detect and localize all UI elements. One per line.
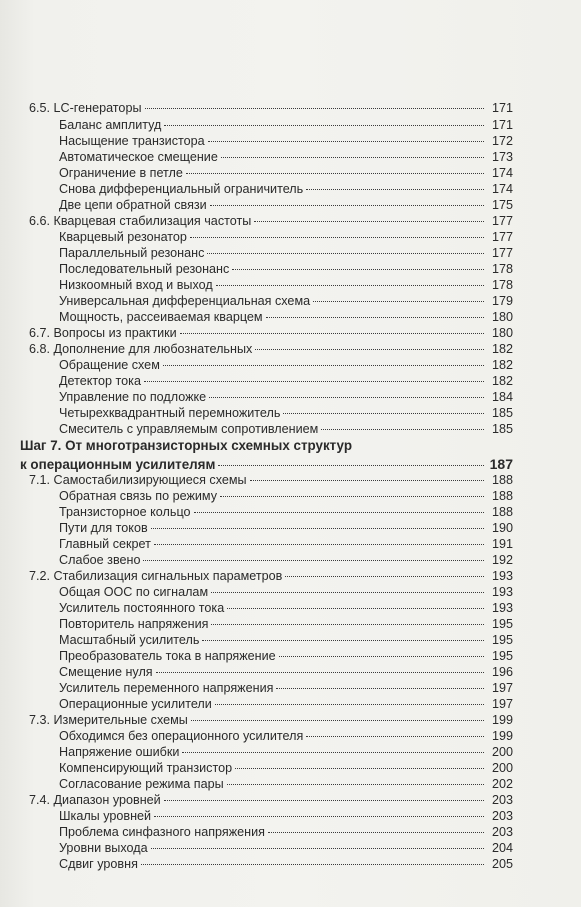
toc-subsection-entry: [59, 389, 513, 405]
toc-page-number: 187: [489, 456, 513, 472]
toc-page-number: 196: [491, 665, 513, 679]
toc-page-number: 200: [491, 745, 513, 759]
toc-dot-leader: [313, 301, 484, 302]
toc-subsection-entry: [59, 776, 513, 792]
toc-dot-leader: [266, 317, 484, 318]
toc-subsection-entry: [59, 181, 513, 197]
toc-dot-leader: [154, 816, 484, 817]
toc-subsection-entry: [59, 536, 513, 552]
toc-page-number: 191: [491, 537, 513, 551]
toc-subsection-entry: [59, 600, 513, 616]
toc-page-number: 182: [491, 358, 513, 372]
toc-page-number: 184: [491, 390, 513, 404]
toc-entry-title: 6.7. Вопросы из практики: [29, 326, 177, 340]
toc-page-number: 188: [491, 473, 513, 487]
toc-page-number: 190: [491, 521, 513, 535]
toc-entry-title: Сдвиг уровня: [59, 857, 138, 871]
toc-page-number: 193: [491, 585, 513, 599]
toc-entry-title: Усилитель постоянного тока: [59, 601, 225, 615]
toc-page-number: 188: [491, 489, 513, 503]
toc-dot-leader: [182, 752, 484, 753]
toc-dot-leader: [194, 512, 484, 513]
toc-dot-leader: [145, 108, 485, 109]
toc-page-number: 195: [491, 617, 513, 631]
toc-subsection-entry: [59, 405, 513, 421]
toc-section-entry: [29, 341, 513, 357]
toc-subsection-entry: [59, 357, 513, 373]
toc-page-number: 197: [491, 681, 513, 695]
toc-entry-title: Слабое звено: [59, 553, 141, 567]
toc-subsection-entry: [59, 760, 513, 776]
toc-entry-title: 6.5. LC-генераторы: [29, 101, 142, 115]
toc-subsection-entry: [59, 421, 513, 437]
toc-entry-title: Четырехквадрантный перемножитель: [59, 406, 281, 420]
toc-subsection-entry: [59, 229, 513, 245]
toc-entry-title: Низкоомный вход и выход: [59, 278, 213, 292]
toc-page-number: 195: [491, 633, 513, 647]
toc-page-number: 197: [491, 697, 513, 711]
toc-entry-title: Напряжение ошибки: [59, 745, 180, 759]
toc-page-number: 175: [491, 198, 513, 212]
toc-entry-title: Баланс амплитуд: [59, 118, 162, 132]
toc-dot-leader: [250, 480, 484, 481]
toc-entry-title: Смещение нуля: [59, 665, 153, 679]
toc-page-number: 202: [491, 777, 513, 791]
toc-entry-title: Усилитель переменного напряжения: [59, 681, 274, 695]
toc-dot-leader: [207, 253, 484, 254]
toc-entry-title: Последовательный резонанс: [59, 262, 230, 276]
toc-dot-leader: [154, 544, 484, 545]
toc-subsection-entry: [59, 165, 513, 181]
toc-subsection-entry: [59, 680, 513, 696]
toc-entry-title: Обратная связь по режиму: [59, 489, 218, 503]
toc-subsection-entry: [59, 277, 513, 293]
toc-entry-title: Обходимся без операционного усилителя: [59, 729, 304, 743]
toc-page-number: 171: [491, 101, 513, 115]
toc-page-number: 182: [491, 374, 513, 388]
toc-entry-title: Пути для токов: [59, 521, 148, 535]
toc-page-number: 172: [491, 134, 513, 148]
toc-subsection-entry: [59, 552, 513, 568]
toc-entry-title: Масштабный усилитель: [59, 633, 200, 647]
toc-entry-title: Транзисторное кольцо: [59, 505, 191, 519]
toc-page-number: 193: [491, 569, 513, 583]
toc-section-entry: [29, 792, 513, 808]
toc-page-number: 200: [491, 761, 513, 775]
toc-page-number: 177: [491, 246, 513, 260]
toc-entry-title: Шаг 7. От многотранзисторных схемных структур: [20, 438, 352, 453]
toc-dot-leader: [164, 125, 484, 126]
toc-entry-title: Согласование режима пары: [59, 777, 224, 791]
toc-dot-leader: [163, 365, 484, 366]
toc-dot-leader: [216, 285, 484, 286]
toc-page-number: 178: [491, 278, 513, 292]
toc-section-entry: [29, 100, 513, 116]
toc-subsection-entry: [59, 117, 513, 133]
toc-entry-title: Мощность, рассеиваемая кварцем: [59, 310, 263, 324]
toc-dot-leader: [276, 688, 484, 689]
toc-subsection-entry: [59, 504, 513, 520]
toc-entry-title: Обращение схем: [59, 358, 160, 372]
toc-entry-title: Кварцевый резонатор: [59, 230, 187, 244]
toc-entry-title: Компенсирующий транзистор: [59, 761, 233, 775]
toc-dot-leader: [208, 141, 484, 142]
toc-entry-title: Ограничение в петле: [59, 166, 183, 180]
toc-page-number: 188: [491, 505, 513, 519]
toc-dot-leader: [306, 736, 484, 737]
toc-page-number: 195: [491, 649, 513, 663]
toc-subsection-entry: [59, 261, 513, 277]
toc-dot-leader: [227, 608, 484, 609]
toc-dot-leader: [218, 465, 484, 466]
toc-dot-leader: [164, 800, 484, 801]
toc-dot-leader: [191, 720, 484, 721]
toc-dot-leader: [321, 429, 484, 430]
toc-page-number: 174: [491, 166, 513, 180]
toc-entry-title: Преобразователь тока в напряжение: [59, 649, 276, 663]
toc-dot-leader: [285, 576, 484, 577]
toc-subsection-entry: [59, 744, 513, 760]
toc-chapter-heading: [20, 456, 513, 473]
toc-subsection-entry: [59, 840, 513, 856]
toc-section-entry: [29, 213, 513, 229]
toc-entry-title: Снова дифференциальный ограничитель: [59, 182, 304, 196]
toc-entry-title: 7.3. Измерительные схемы: [29, 713, 188, 727]
toc-page-number: 171: [491, 118, 513, 132]
toc-dot-leader: [210, 205, 484, 206]
toc-page-number: 180: [491, 326, 513, 340]
toc-dot-leader: [180, 333, 484, 334]
toc-page-number: 203: [491, 809, 513, 823]
toc-subsection-entry: [59, 856, 513, 872]
toc-section-entry: [29, 325, 513, 341]
toc-dot-leader: [306, 189, 484, 190]
toc-page-number: 193: [491, 601, 513, 615]
toc-dot-leader: [190, 237, 484, 238]
toc-dot-leader: [268, 832, 484, 833]
toc-page-number: 185: [491, 422, 513, 436]
toc-dot-leader: [151, 528, 484, 529]
toc-dot-leader: [220, 496, 484, 497]
toc-chapter-heading: [20, 438, 513, 454]
toc-dot-leader: [227, 784, 484, 785]
toc-section-entry: [29, 712, 513, 728]
toc-dot-leader: [279, 656, 484, 657]
toc-dot-leader: [209, 397, 484, 398]
toc-entry-title: 6.8. Дополнение для любознательных: [29, 342, 253, 356]
toc-entry-title: Смеситель с управляемым сопротивлением: [59, 422, 319, 436]
toc-page-number: 204: [491, 841, 513, 855]
toc-entry-title: Общая ООС по сигналам: [59, 585, 209, 599]
toc-dot-leader: [143, 560, 484, 561]
toc-page-number: 185: [491, 406, 513, 420]
toc-page-number: 177: [491, 214, 513, 228]
toc-page-number: 203: [491, 825, 513, 839]
toc-dot-leader: [144, 381, 484, 382]
toc-entry-title: 7.2. Стабилизация сигнальных параметров: [29, 569, 283, 583]
toc-dot-leader: [283, 413, 484, 414]
toc-page-number: 180: [491, 310, 513, 324]
toc-dot-leader: [186, 173, 484, 174]
toc-subsection-entry: [59, 584, 513, 600]
toc-entry-title: Две цепи обратной связи: [59, 198, 207, 212]
toc-section-entry: [29, 568, 513, 584]
toc-entry-title: Уровни выхода: [59, 841, 148, 855]
toc-subsection-entry: [59, 309, 513, 325]
toc-entry-title: Универсальная дифференциальная схема: [59, 294, 311, 308]
toc-dot-leader: [215, 704, 484, 705]
toc-dot-leader: [211, 624, 484, 625]
toc-entry-title: Насыщение транзистора: [59, 134, 205, 148]
toc-page-number: 205: [491, 857, 513, 871]
toc-page-number: 182: [491, 342, 513, 356]
toc-entry-title: Повторитель напряжения: [59, 617, 209, 631]
toc-subsection-entry: [59, 133, 513, 149]
toc-subsection-entry: [59, 728, 513, 744]
toc-page-number: 173: [491, 150, 513, 164]
toc-page-number: 192: [491, 553, 513, 567]
toc-dot-leader: [202, 640, 484, 641]
toc-entry-title: Управление по подложке: [59, 390, 207, 404]
toc-subsection-entry: [59, 197, 513, 213]
toc-entry-title: Операционные усилители: [59, 697, 212, 711]
toc-subsection-entry: [59, 149, 513, 165]
toc-entry-title: 6.6. Кварцевая стабилизация частоты: [29, 214, 252, 228]
toc-page-number: 177: [491, 230, 513, 244]
toc-subsection-entry: [59, 616, 513, 632]
toc-subsection-entry: [59, 520, 513, 536]
toc-dot-leader: [151, 848, 484, 849]
toc-subsection-entry: [59, 696, 513, 712]
toc-entry-title: 7.4. Диапазон уровней: [29, 793, 161, 807]
toc-subsection-entry: [59, 664, 513, 680]
toc-dot-leader: [255, 349, 484, 350]
toc-entry-title: Проблема синфазного напряжения: [59, 825, 265, 839]
toc-entry-title: Автоматическое смещение: [59, 150, 218, 164]
toc-entry-title: Главный секрет: [59, 537, 151, 551]
toc-entry-title: Шкалы уровней: [59, 809, 152, 823]
toc-page-number: 178: [491, 262, 513, 276]
toc-subsection-entry: [59, 488, 513, 504]
toc-page-number: 199: [491, 729, 513, 743]
toc-entry-title: 7.1. Самостабилизирующиеся схемы: [29, 473, 247, 487]
toc-subsection-entry: [59, 245, 513, 261]
toc-entry-title: Детектор тока: [59, 374, 141, 388]
toc-subsection-entry: [59, 648, 513, 664]
toc-subsection-entry: [59, 373, 513, 389]
toc-page-number: 179: [491, 294, 513, 308]
toc-dot-leader: [141, 864, 484, 865]
toc-page-number: 199: [491, 713, 513, 727]
toc-dot-leader: [211, 592, 484, 593]
toc-dot-leader: [221, 157, 484, 158]
toc-dot-leader: [235, 768, 484, 769]
toc-subsection-entry: [59, 632, 513, 648]
toc-page-number: 203: [491, 793, 513, 807]
toc-section-entry: [29, 472, 513, 488]
toc-subsection-entry: [59, 824, 513, 840]
toc-dot-leader: [254, 221, 484, 222]
toc-subsection-entry: [59, 293, 513, 309]
toc-page-number: 174: [491, 182, 513, 196]
toc-subsection-entry: [59, 808, 513, 824]
toc-entry-title: к операционным усилителям: [20, 457, 216, 472]
toc-dot-leader: [232, 269, 484, 270]
toc-dot-leader: [156, 672, 484, 673]
toc-entry-title: Параллельный резонанс: [59, 246, 205, 260]
